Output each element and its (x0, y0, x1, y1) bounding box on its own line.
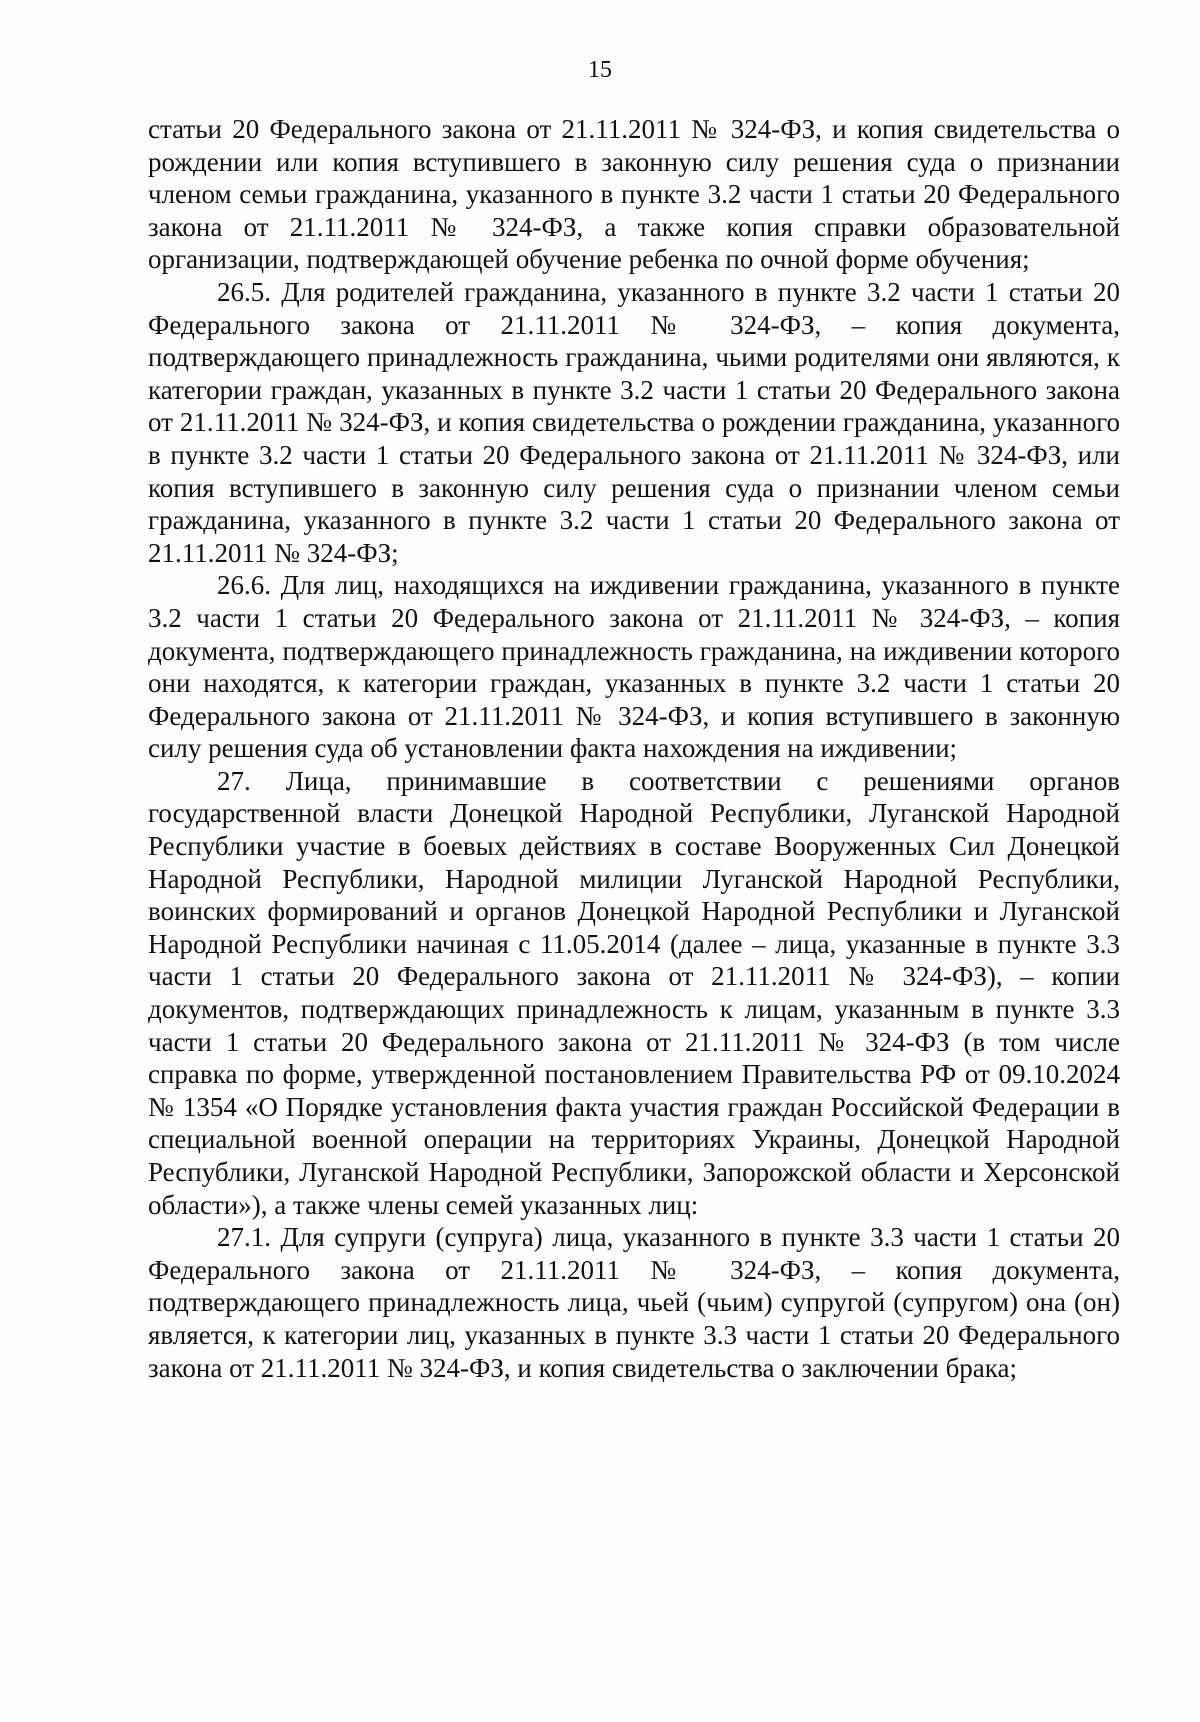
paragraph-26-5: 26.5. Для родителей гражданина, указанного в пункте 3.2 части 1 статьи 20 Федерального закона от 21.11.2011 № 324-ФЗ, – копия документа, подтверждающего принадлежность гражданина, чьими родителями они являются, к категории граждан, указанных в пункте 3.2 части 1 статьи 20 Федерального закона от 21.11.2011 № 324-ФЗ, и копия свидетельства о рождении гражданина, указанного в пункте 3.2 части 1 статьи 20 Федерального закона от 21.11.2011 № 324-ФЗ, или копия вступившего в законную силу решения суда о признании членом семьи гражданина, указанного в пункте 3.2 части 1 статьи 20 Федерального закона от 21.11.2011 № 324-ФЗ; (148, 276, 1120, 568)
paragraph-27: 27. Лица, принимавшие в соответствии с решениями органов государственной власти Донецкой Народной Республики, Луганской Народной Республики участие в боевых действиях в составе Вооруженных Сил Донецкой Народной Республики, Народной милиции Луганской Народной Республики, воинских формирований и органов Донецкой Народной Республики и Луганской Народной Республики начиная с 11.05.2014 (далее – лица, указанные в пункте 3.3 части 1 статьи 20 Федерального закона от 21.11.2011 № 324-ФЗ), – копии документов, подтверждающих принадлежность к лицам, указанным в пункте 3.3 части 1 статьи 20 Федерального закона от 21.11.2011 № 324-ФЗ (в том числе справка по форме, утвержденной постановлением Правительства РФ от 09.10.2024 № 1354 «О Порядке установления факта участия граждан Российской Федерации в специальной военной операции на территориях Украины, Донецкой Народной Республики, Луганской Народной Республики, Запорожской области и Херсонской области»), а также члены семей указанных лиц: (148, 765, 1120, 1220)
paragraph-26-6: 26.6. Для лиц, находящихся на иждивении гражданина, указанного в пункте 3.2 части 1 статьи 20 Федерального закона от 21.11.2011 № 324-ФЗ, – копия документа, подтверждающего принадлежность гражданина, на иждивении которого они находятся, к категории граждан, указанных в пункте 3.2 части 1 статьи 20 Федерального закона от 21.11.2011 № 324-ФЗ, и копия вступившего в законную силу решения суда об установлении факта нахождения на иждивении; (148, 570, 1120, 764)
page-number: 15 (588, 57, 612, 83)
paragraph-27-1: 27.1. Для супруги (супруга) лица, указанного в пункте 3.3 части 1 статьи 20 Федерального закона от 21.11.2011 № 324-ФЗ, – копия документа, подтверждающего принадлежность лица, чьей (чьим) супругой (супругом) она (он) является, к категории лиц, указанных в пункте 3.3 части 1 статьи 20 Федерального закона от 21.11.2011 № 324-ФЗ, и копия свидетельства о заключении брака; (148, 1222, 1120, 1383)
paragraph-continuation: статьи 20 Федерального закона от 21.11.2011 № 324-ФЗ, и копия свидетельства о рождении или копия вступившего в законную силу решения суда о признании членом семьи гражданина, указанного в пункте 3.2 части 1 статьи 20 Федерального закона от 21.11.2011 № 324-ФЗ, а также копия справки образовательной организации, подтверждающей обучение ребенка по очной форме обучения; (148, 114, 1120, 275)
document-body (148, 113, 1120, 1384)
